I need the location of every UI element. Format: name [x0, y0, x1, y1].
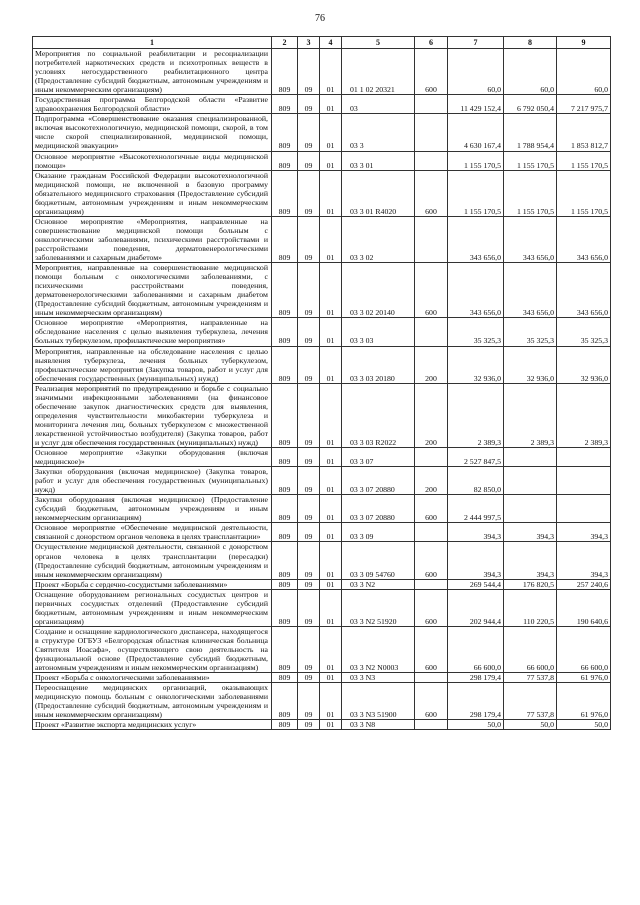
amount-year-3: 394,3	[557, 523, 611, 542]
amount-year-1: 82 850,0	[448, 467, 504, 495]
target-article-code: 03 3 03	[342, 318, 415, 346]
target-article-code: 03 3 N2 N0003	[342, 626, 415, 672]
target-article-code: 03 3 07 20880	[342, 495, 415, 523]
target-article-code: 03 3 03 20180	[342, 346, 415, 383]
target-article-code: 03 3 01	[342, 151, 415, 170]
row-description: Оказание гражданам Российской Федерации высокотехнологичной медицинской помощи, не включенной в базовую программу обязательного медицинского страхования (Предоставление субсидий бюджетным, автономным учреждениям и иным некоммерческим организациям)	[33, 170, 272, 216]
table-row	[33, 542, 611, 579]
expense-type-code: 600	[415, 49, 448, 95]
amount-year-1: 343 656,0	[448, 263, 504, 318]
subsection-code: 01	[320, 49, 342, 95]
subsection-code: 01	[320, 495, 342, 523]
amount-year-1: 35 325,3	[448, 318, 504, 346]
amount-year-1: 60,0	[448, 49, 504, 95]
amount-year-3: 343 656,0	[557, 216, 611, 262]
target-article-code: 03 3 N8	[342, 720, 415, 730]
section-code: 09	[298, 95, 320, 114]
row-description: Основное мероприятие «Высокотехнологичные виды медицинской помощи»	[33, 151, 272, 170]
section-code: 09	[298, 467, 320, 495]
section-code: 09	[298, 523, 320, 542]
expense-type-code: 600	[415, 542, 448, 579]
table-row	[33, 263, 611, 318]
ministry-code: 809	[272, 523, 298, 542]
amount-year-1: 2 389,3	[448, 383, 504, 447]
amount-year-1: 298 179,4	[448, 683, 504, 720]
section-code: 09	[298, 383, 320, 447]
amount-year-2: 394,3	[504, 542, 557, 579]
subsection-code: 01	[320, 318, 342, 346]
amount-year-1: 202 944,4	[448, 589, 504, 626]
section-code: 09	[298, 448, 320, 467]
target-article-code: 03 3 07	[342, 448, 415, 467]
section-code: 09	[298, 673, 320, 683]
table-row	[33, 626, 611, 672]
table-row	[33, 720, 611, 730]
subsection-code: 01	[320, 114, 342, 151]
target-article-code: 03 3 N3 51900	[342, 683, 415, 720]
row-description: Проект «Развитие экспорта медицинских услуг»	[33, 720, 272, 730]
row-description: Проект «Борьба с сердечно-сосудистыми заболеваниями»	[33, 579, 272, 589]
budget-table	[32, 36, 611, 730]
amount-year-3: 60,0	[557, 49, 611, 95]
subsection-code: 01	[320, 346, 342, 383]
amount-year-1: 394,3	[448, 542, 504, 579]
table-row	[33, 448, 611, 467]
column-header: 8	[504, 37, 557, 49]
section-code: 09	[298, 683, 320, 720]
target-article-code: 03 3 N2	[342, 579, 415, 589]
row-description: Подпрограмма «Совершенствование оказания специализированной, включая высокотехнологичную, медицинской помощи, скорой, в том числе скорой специализированной, медицинской помощи, медицинской эвакуации»	[33, 114, 272, 151]
ministry-code: 809	[272, 673, 298, 683]
amount-year-2: 343 656,0	[504, 216, 557, 262]
row-description: Основное мероприятие «Мероприятия, направленные на обследование населения с целью выявления туберкулеза, лечения больных туберкулезом, профилактические мероприятия»	[33, 318, 272, 346]
amount-year-3: 61 976,0	[557, 683, 611, 720]
subsection-code: 01	[320, 579, 342, 589]
target-article-code: 03 3 N2 51920	[342, 589, 415, 626]
table-row	[33, 346, 611, 383]
row-description: Основное мероприятие «Закупки оборудования (включая медицинское)»	[33, 448, 272, 467]
subsection-code: 01	[320, 383, 342, 447]
table-row	[33, 216, 611, 262]
expense-type-code: 200	[415, 467, 448, 495]
amount-year-2: 77 537,8	[504, 683, 557, 720]
amount-year-2: 35 325,3	[504, 318, 557, 346]
row-description: Оснащение оборудованием региональных сосудистых центров и первичных сосудистых отделений (Предоставление субсидий бюджетным, автономным учреждениям и иным некоммерческим организациям)	[33, 589, 272, 626]
row-description: Переоснащение медицинских организаций, оказывающих медицинскую помощь больным с онкологическими заболеваниями (Предоставление субсидий бюджетным, автономным учреждениям и иным некоммерческим организациям)	[33, 683, 272, 720]
target-article-code: 03 3 03 R2022	[342, 383, 415, 447]
section-code: 09	[298, 720, 320, 730]
subsection-code: 01	[320, 626, 342, 672]
page-number: 76	[315, 13, 325, 24]
amount-year-1: 1 155 170,5	[448, 170, 504, 216]
row-description: Закупки оборудования (включая медицинское) (Закупка товаров, работ и услуг для обеспечения государственных (муниципальных) нужд)	[33, 467, 272, 495]
expense-type-code: 600	[415, 626, 448, 672]
amount-year-3: 61 976,0	[557, 673, 611, 683]
amount-year-2: 2 389,3	[504, 383, 557, 447]
table-row	[33, 589, 611, 626]
expense-type-code: 600	[415, 589, 448, 626]
expense-type-code: 600	[415, 683, 448, 720]
amount-year-1: 11 429 152,4	[448, 95, 504, 114]
expense-type-code	[415, 114, 448, 151]
table-row	[33, 49, 611, 95]
amount-year-2: 60,0	[504, 49, 557, 95]
section-code: 09	[298, 318, 320, 346]
section-code: 09	[298, 346, 320, 383]
amount-year-2	[504, 467, 557, 495]
section-code: 09	[298, 170, 320, 216]
section-code: 09	[298, 216, 320, 262]
amount-year-2: 6 792 050,4	[504, 95, 557, 114]
amount-year-1: 32 936,0	[448, 346, 504, 383]
section-code: 09	[298, 495, 320, 523]
column-header: 1	[33, 37, 272, 49]
amount-year-1: 298 179,4	[448, 673, 504, 683]
subsection-code: 01	[320, 589, 342, 626]
subsection-code: 01	[320, 720, 342, 730]
amount-year-3: 32 936,0	[557, 346, 611, 383]
amount-year-1: 50,0	[448, 720, 504, 730]
ministry-code: 809	[272, 626, 298, 672]
ministry-code: 809	[272, 383, 298, 447]
amount-year-1: 4 630 167,4	[448, 114, 504, 151]
amount-year-3	[557, 495, 611, 523]
table-row	[33, 151, 611, 170]
expense-type-code	[415, 318, 448, 346]
amount-year-3: 66 600,0	[557, 626, 611, 672]
ministry-code: 809	[272, 49, 298, 95]
target-article-code: 03 3 09 54760	[342, 542, 415, 579]
amount-year-1: 2 527 847,5	[448, 448, 504, 467]
section-code: 09	[298, 151, 320, 170]
target-article-code: 03 3 N3	[342, 673, 415, 683]
subsection-code: 01	[320, 683, 342, 720]
column-header: 3	[298, 37, 320, 49]
amount-year-1: 269 544,4	[448, 579, 504, 589]
amount-year-3: 343 656,0	[557, 263, 611, 318]
amount-year-3: 35 325,3	[557, 318, 611, 346]
table-row	[33, 383, 611, 447]
amount-year-2: 1 788 954,4	[504, 114, 557, 151]
ministry-code: 809	[272, 579, 298, 589]
amount-year-3: 2 389,3	[557, 383, 611, 447]
amount-year-3	[557, 448, 611, 467]
amount-year-2	[504, 448, 557, 467]
section-code: 09	[298, 579, 320, 589]
subsection-code: 01	[320, 263, 342, 318]
section-code: 09	[298, 626, 320, 672]
expense-type-code	[415, 579, 448, 589]
ministry-code: 809	[272, 170, 298, 216]
amount-year-3: 257 240,6	[557, 579, 611, 589]
expense-type-code: 600	[415, 170, 448, 216]
ministry-code: 809	[272, 151, 298, 170]
amount-year-2: 77 537,8	[504, 673, 557, 683]
ministry-code: 809	[272, 114, 298, 151]
target-article-code: 03 3 02 20140	[342, 263, 415, 318]
column-header: 9	[557, 37, 611, 49]
expense-type-code	[415, 448, 448, 467]
expense-type-code: 200	[415, 383, 448, 447]
row-description: Проект «Борьба с онкологическими заболеваниями»	[33, 673, 272, 683]
amount-year-3: 190 640,6	[557, 589, 611, 626]
amount-year-3: 50,0	[557, 720, 611, 730]
table-row	[33, 683, 611, 720]
row-description: Реализация мероприятий по предупреждению и борьбе с социально значимыми инфекционными заболеваниями (на финансовое обеспечение закупок диагностических средств для выявления, определения чувствительности микобактерии туберкулеза и мониторинга лечения лиц, больных туберкулезом с множественной лекарственной устойчивостью возбудителя) (Закупка товаров, работ и услуг для обеспечения государственных (муниципальных) нужд)	[33, 383, 272, 447]
amount-year-2: 1 155 170,5	[504, 151, 557, 170]
subsection-code: 01	[320, 151, 342, 170]
expense-type-code: 200	[415, 346, 448, 383]
amount-year-1: 394,3	[448, 523, 504, 542]
amount-year-3: 394,3	[557, 542, 611, 579]
section-code: 09	[298, 114, 320, 151]
row-description: Основное мероприятие «Обеспечение медицинской деятельности, связанной с донорством органов человека в целях трансплантации»	[33, 523, 272, 542]
amount-year-2: 343 656,0	[504, 263, 557, 318]
section-code: 09	[298, 49, 320, 95]
column-header: 2	[272, 37, 298, 49]
row-description: Мероприятия по социальной реабилитации и ресоциализации потребителей наркотических средств и психотропных веществ в условиях негосударственного реабилитационного центра (Предоставление субсидий бюджетным, автономным учреждениям и иным некоммерческим организациям)	[33, 49, 272, 95]
ministry-code: 809	[272, 346, 298, 383]
table-row	[33, 170, 611, 216]
row-description: Мероприятия, направленные на совершенствование медицинской помощи больным с онкологическими заболеваниями, с психическими расстройствами поведения, дерматовенерологическими заболеваниями и сахарным диабетом (Предоставление субсидий бюджетным, автономным учреждениям и иным некоммерческим организациям)	[33, 263, 272, 318]
ministry-code: 809	[272, 542, 298, 579]
section-code: 09	[298, 542, 320, 579]
amount-year-2: 394,3	[504, 523, 557, 542]
row-description: Создание и оснащение кардиологического диспансера, находящегося в структуре ОГБУЗ «Белгородская областная клиническая больница Святителя Иоасафа», осуществляющего свою деятельность на функциональной основе (Предоставление субсидий бюджетным, автономным учреждениям и иным некоммерческим организациям)	[33, 626, 272, 672]
row-description: Мероприятия, направленные на обследование населения с целью выявления туберкулеза, лечения больных туберкулезом, профилактические мероприятия (Закупка товаров, работ и услуг для обеспечения государственных (муниципальных) нужд)	[33, 346, 272, 383]
ministry-code: 809	[272, 589, 298, 626]
table-header-row	[33, 37, 611, 49]
ministry-code: 809	[272, 720, 298, 730]
column-header: 4	[320, 37, 342, 49]
amount-year-3: 1 155 170,5	[557, 170, 611, 216]
subsection-code: 01	[320, 523, 342, 542]
section-code: 09	[298, 263, 320, 318]
row-description: Государственная программа Белгородской области «Развитие здравоохранения Белгородской области»	[33, 95, 272, 114]
row-description: Основное мероприятие «Мероприятия, направленные на совершенствование медицинской помощи больным с онкологическими заболеваниями, психическими расстройствами и расстройствами поведения, дерматовенерологическими заболеваниями и сахарным диабетом»	[33, 216, 272, 262]
amount-year-3: 1 853 812,7	[557, 114, 611, 151]
table-row	[33, 95, 611, 114]
amount-year-2: 66 600,0	[504, 626, 557, 672]
amount-year-3: 1 155 170,5	[557, 151, 611, 170]
amount-year-2: 50,0	[504, 720, 557, 730]
target-article-code: 01 1 02 20321	[342, 49, 415, 95]
ministry-code: 809	[272, 318, 298, 346]
table-row	[33, 673, 611, 683]
expense-type-code	[415, 523, 448, 542]
subsection-code: 01	[320, 170, 342, 216]
amount-year-2: 32 936,0	[504, 346, 557, 383]
subsection-code: 01	[320, 467, 342, 495]
amount-year-2: 1 155 170,5	[504, 170, 557, 216]
target-article-code: 03 3 02	[342, 216, 415, 262]
amount-year-2: 110 220,5	[504, 589, 557, 626]
ministry-code: 809	[272, 95, 298, 114]
expense-type-code	[415, 151, 448, 170]
ministry-code: 809	[272, 263, 298, 318]
amount-year-1: 2 444 997,5	[448, 495, 504, 523]
amount-year-2	[504, 495, 557, 523]
column-header: 5	[342, 37, 415, 49]
subsection-code: 01	[320, 95, 342, 114]
target-article-code: 03 3	[342, 114, 415, 151]
amount-year-1: 66 600,0	[448, 626, 504, 672]
table-row	[33, 467, 611, 495]
ministry-code: 809	[272, 216, 298, 262]
table-row	[33, 318, 611, 346]
expense-type-code	[415, 673, 448, 683]
ministry-code: 809	[272, 448, 298, 467]
ministry-code: 809	[272, 495, 298, 523]
amount-year-1: 343 656,0	[448, 216, 504, 262]
table-row	[33, 523, 611, 542]
subsection-code: 01	[320, 673, 342, 683]
expense-type-code	[415, 720, 448, 730]
target-article-code: 03 3 01 R4020	[342, 170, 415, 216]
target-article-code: 03 3 09	[342, 523, 415, 542]
target-article-code: 03 3 07 20880	[342, 467, 415, 495]
expense-type-code: 600	[415, 495, 448, 523]
amount-year-3	[557, 467, 611, 495]
section-code: 09	[298, 589, 320, 626]
amount-year-1: 1 155 170,5	[448, 151, 504, 170]
table-row	[33, 495, 611, 523]
ministry-code: 809	[272, 683, 298, 720]
column-header: 7	[448, 37, 504, 49]
table-row	[33, 579, 611, 589]
column-header: 6	[415, 37, 448, 49]
table-row	[33, 114, 611, 151]
row-description: Осуществление медицинской деятельности, связанной с донорством органов человека в целях трансплантации (пересадки) (Предоставление субсидий бюджетным, автономным учреждениям и иным некоммерческим организациям)	[33, 542, 272, 579]
expense-type-code	[415, 216, 448, 262]
expense-type-code: 600	[415, 263, 448, 318]
amount-year-3: 7 217 975,7	[557, 95, 611, 114]
row-description: Закупки оборудования (включая медицинское) (Предоставление субсидий бюджетным, автономным учреждениям и иным некоммерческим организациям)	[33, 495, 272, 523]
target-article-code: 03	[342, 95, 415, 114]
ministry-code: 809	[272, 467, 298, 495]
amount-year-2: 176 820,5	[504, 579, 557, 589]
subsection-code: 01	[320, 448, 342, 467]
subsection-code: 01	[320, 216, 342, 262]
expense-type-code	[415, 95, 448, 114]
subsection-code: 01	[320, 542, 342, 579]
